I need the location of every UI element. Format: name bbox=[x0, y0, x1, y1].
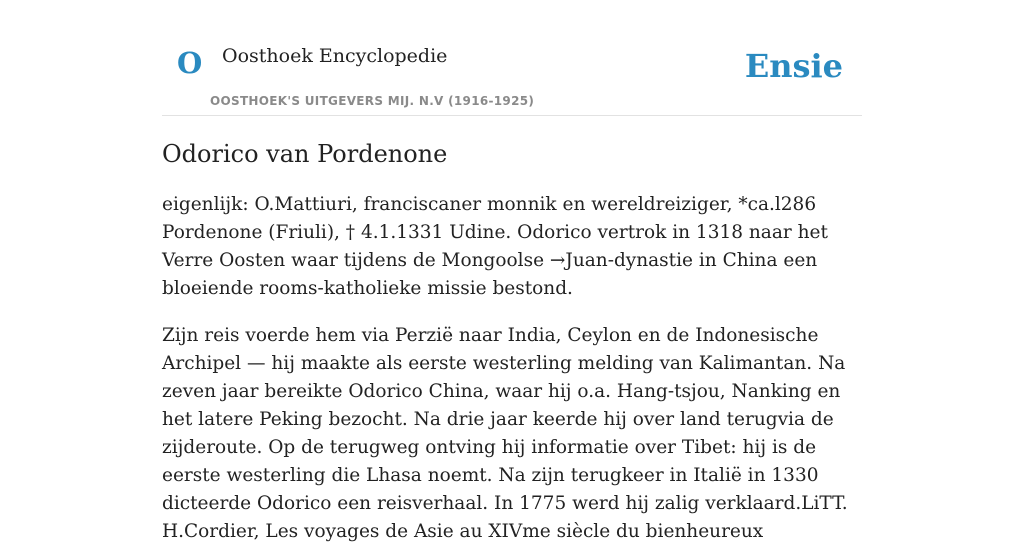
page-container bbox=[162, 0, 862, 546]
site-header bbox=[162, 0, 862, 116]
article-title: Odorico van Pordenone bbox=[162, 140, 448, 168]
article-paragraph-1: eigenlijk: O.Mattiuri, franciscaner monnik en wereldreiziger, *ca.l286 Pordenone (Friuli), † 4.1.1331 Udine. Odorico vertrok in 1318 naar het Verre Oosten waar tijdens de Mongoolse →Juan-dynastie in China een bloeiende rooms-katholieke missie bestond. bbox=[162, 193, 828, 299]
book-logo[interactable]: O bbox=[177, 46, 203, 80]
book-title-link[interactable]: Oosthoek Encyclopedie bbox=[222, 45, 448, 67]
ensie-logo-link[interactable]: Ensie bbox=[744, 47, 843, 85]
publisher-label: OOSTHOEK'S UITGEVERS MIJ. N.V (1916-1925) bbox=[210, 94, 535, 108]
article-paragraph-2: Zijn reis voerde hem via Perzië naar India, Ceylon en de Indonesische Archipel — hij maakte als eerste westerling melding van Kalimantan. Na zeven jaar bereikte Odorico China, waar hij o.a. Hang-tsjou, Nanking en het latere Peking bezocht. Na drie jaar keerde hij over land terugvia de zijderoute. Op de terugweg ontving hij informatie over Tibet: hij is de eerste westerling die Lhasa noemt. Na zijn terugkeer in Italië in 1330 dicteerde Odorico een reisverhaal. In 1775 werd hij zalig verklaard.LiTT. H.Cordier, Les voyages de Asie au XIVme siècle du bienheureux bbox=[162, 324, 848, 542]
